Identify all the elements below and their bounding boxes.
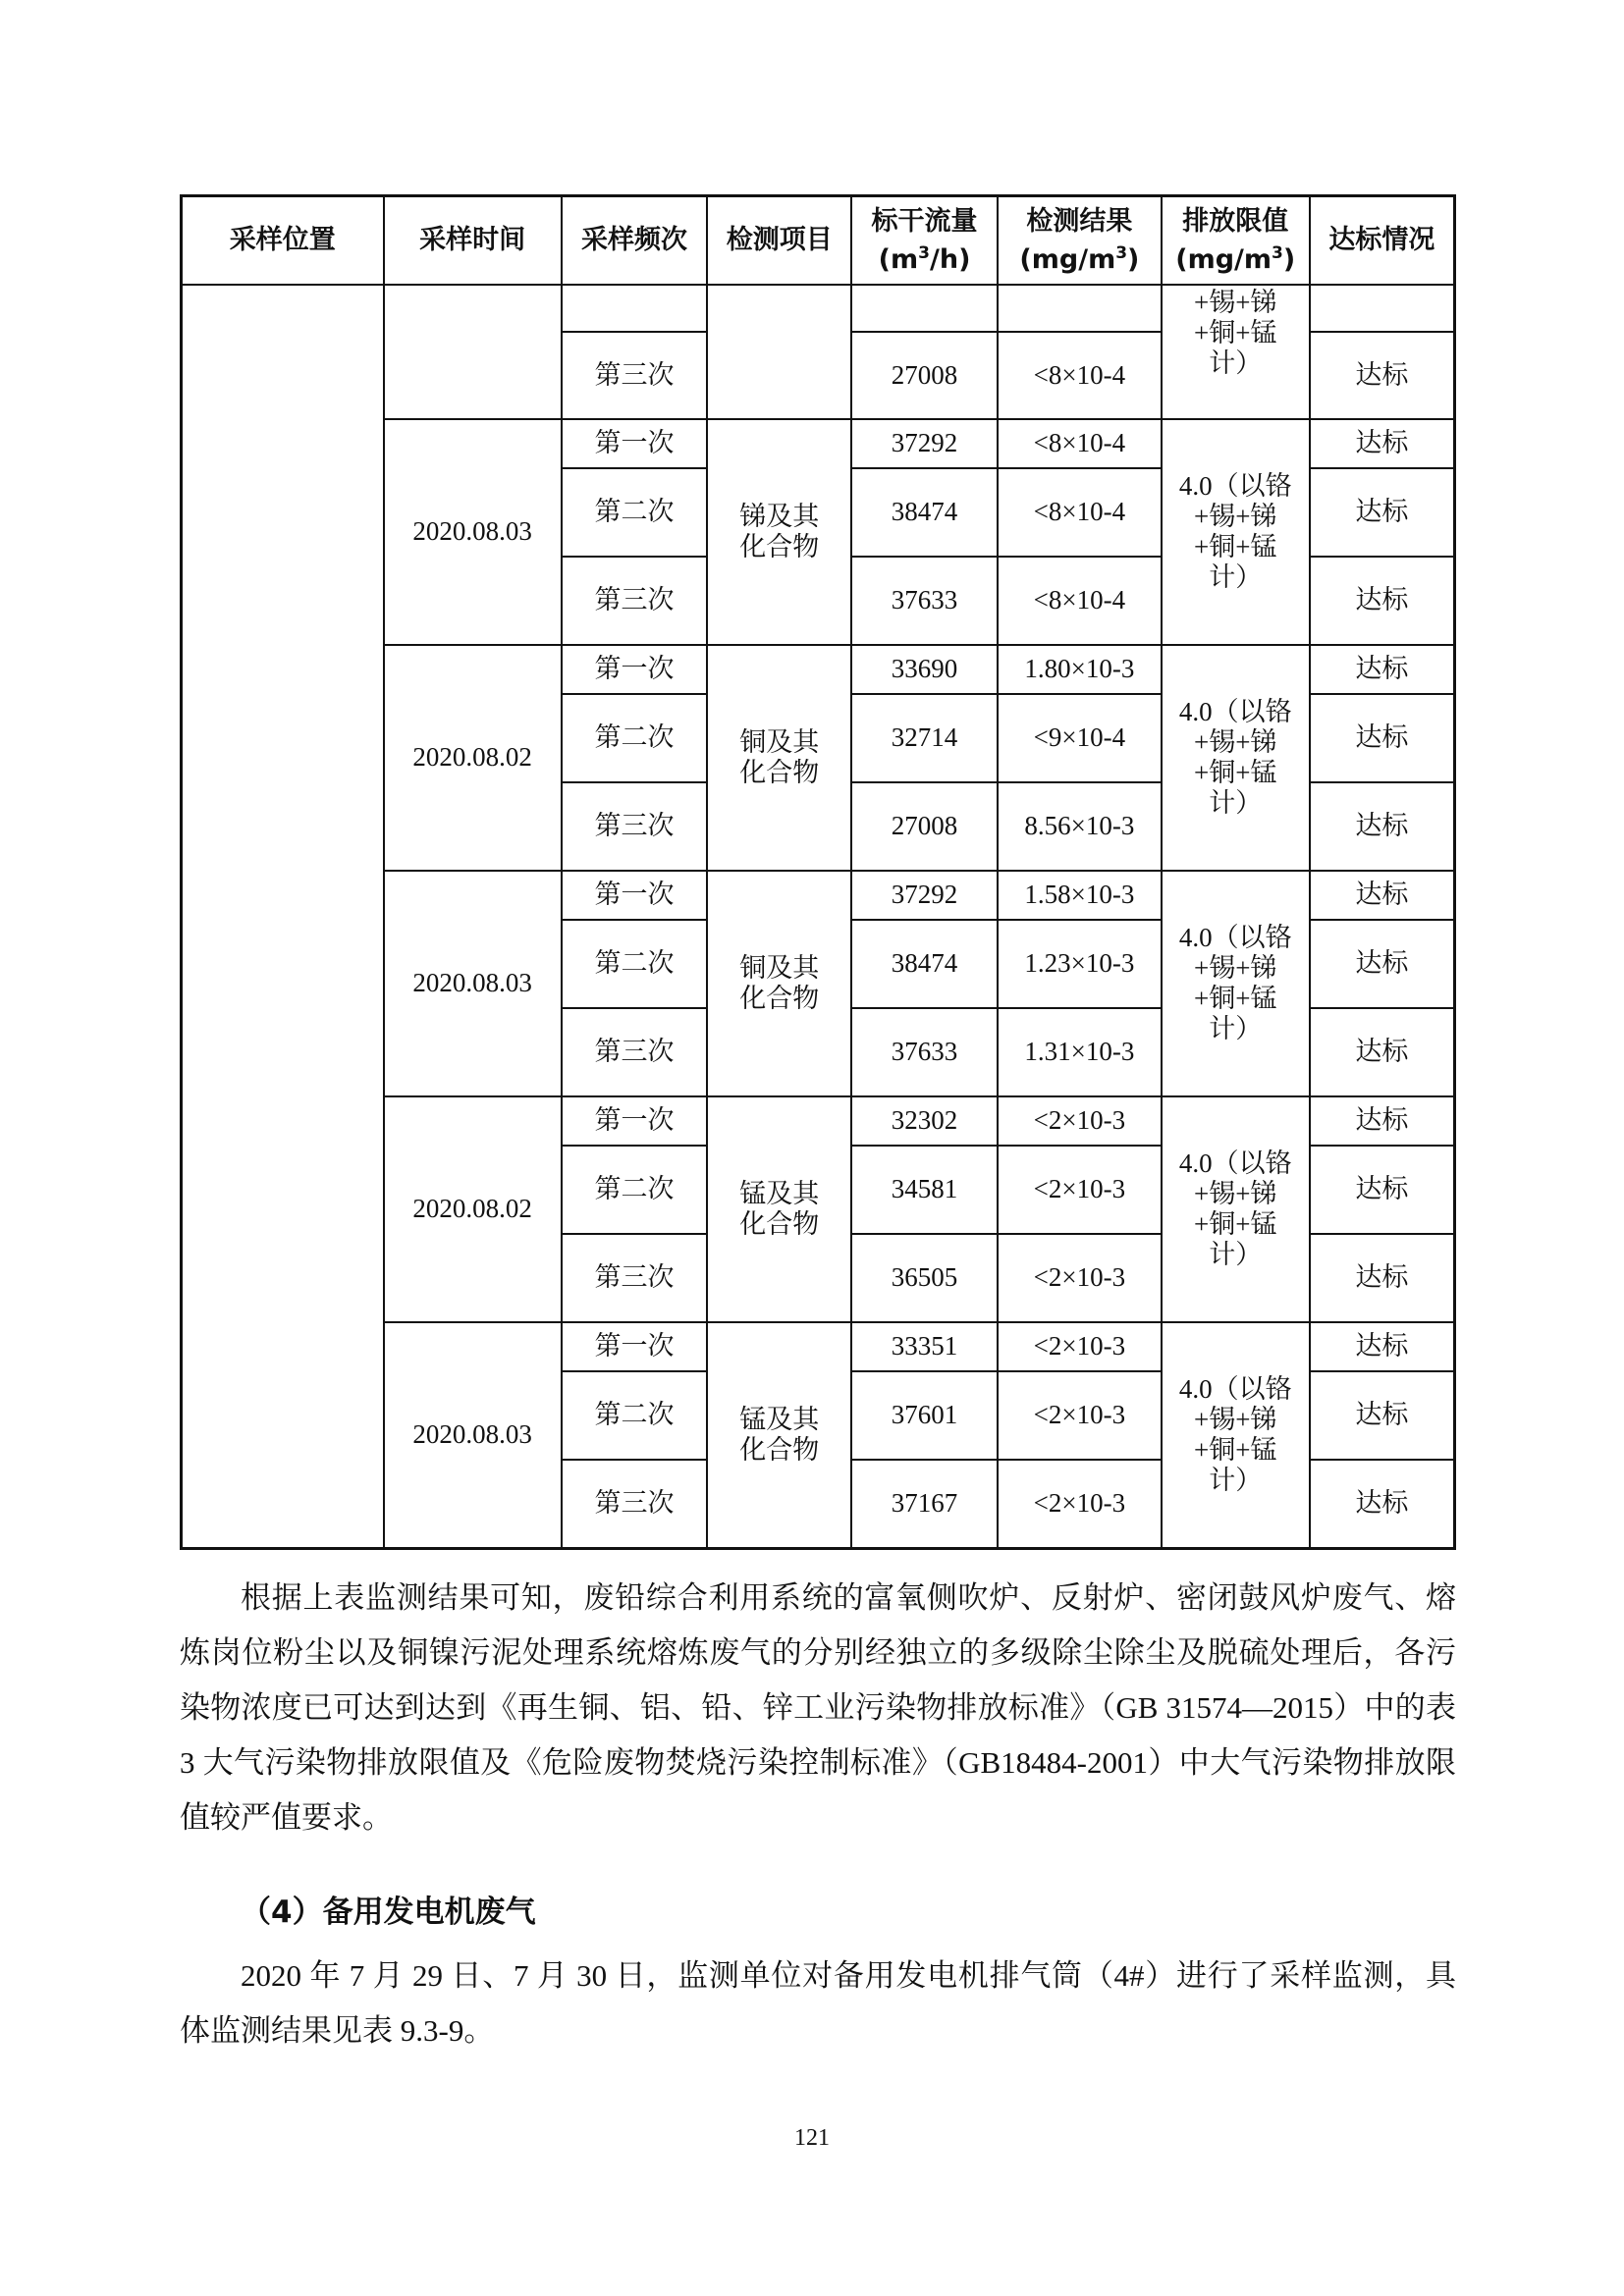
freq-cell: 第一次 [562, 871, 708, 920]
page-number: 121 [794, 2125, 830, 2151]
result-cell [998, 285, 1162, 332]
status-cell: 达标 [1310, 782, 1455, 871]
freq-cell: 第三次 [562, 782, 708, 871]
result-cell: 1.23×10-3 [998, 920, 1162, 1008]
freq-cell: 第二次 [562, 920, 708, 1008]
result-cell: <9×10-4 [998, 694, 1162, 782]
header-limit [1162, 196, 1310, 286]
status-cell: 达标 [1310, 645, 1455, 694]
header-result [998, 196, 1162, 286]
status-cell: 达标 [1310, 557, 1455, 645]
result-cell: <2×10-3 [998, 1322, 1162, 1371]
header-item: 检测项目 [707, 196, 851, 286]
status-cell [1310, 285, 1455, 332]
header-flow-unit: (m [878, 244, 919, 275]
status-cell: 达标 [1310, 920, 1455, 1008]
status-cell: 达标 [1310, 1322, 1455, 1371]
flow-cell: 38474 [851, 468, 998, 557]
result-cell: <2×10-3 [998, 1460, 1162, 1548]
location-cell [182, 285, 384, 1548]
header-limit-unit-sup: 3 [1272, 243, 1283, 263]
flow-cell: 37633 [851, 557, 998, 645]
header-flow-title: 标干流量 [871, 205, 978, 237]
date-cell: 2020.08.03 [384, 419, 562, 645]
flow-cell: 37633 [851, 1008, 998, 1096]
limit-cell: 4.0（以铬 +锡+锑 +铜+锰 计） [1162, 1322, 1310, 1548]
status-cell: 达标 [1310, 1234, 1455, 1322]
item-cell: 铜及其 化合物 [707, 645, 851, 871]
freq-cell: 第二次 [562, 468, 708, 557]
freq-cell: 第一次 [562, 645, 708, 694]
status-cell: 达标 [1310, 468, 1455, 557]
header-limit-unit: (mg/m [1175, 244, 1272, 275]
status-cell: 达标 [1310, 1146, 1455, 1234]
status-cell: 达标 [1310, 1371, 1455, 1460]
table-row [182, 285, 1455, 332]
item-cell: 锰及其 化合物 [707, 1096, 851, 1322]
header-status: 达标情况 [1310, 196, 1455, 286]
limit-cell: 4.0（以铬 +锡+锑 +铜+锰 计） [1162, 645, 1310, 871]
header-limit-unit-end: ) [1282, 244, 1296, 275]
header-result-unit-sup: 3 [1115, 243, 1128, 263]
limit-cell: +锡+锑 +铜+锰 计） [1162, 285, 1310, 419]
flow-cell: 37292 [851, 419, 998, 468]
status-cell: 达标 [1310, 1096, 1455, 1146]
result-cell: <8×10-4 [998, 468, 1162, 557]
flow-cell: 33690 [851, 645, 998, 694]
monitoring-results-table [180, 194, 1456, 1550]
result-cell: <8×10-4 [998, 557, 1162, 645]
date-cell: 2020.08.03 [384, 1322, 562, 1548]
result-cell: <2×10-3 [998, 1234, 1162, 1322]
date-cell: 2020.08.02 [384, 645, 562, 871]
status-cell: 达标 [1310, 332, 1455, 419]
limit-cell: 4.0（以铬 +锡+锑 +铜+锰 计） [1162, 871, 1310, 1096]
flow-cell: 32714 [851, 694, 998, 782]
status-cell: 达标 [1310, 694, 1455, 782]
flow-cell [851, 285, 998, 332]
freq-cell: 第二次 [562, 694, 708, 782]
header-result-unit-end: ) [1127, 244, 1140, 275]
header-flow-unit-sup: 3 [918, 243, 930, 263]
result-cell: <2×10-3 [998, 1146, 1162, 1234]
freq-cell: 第二次 [562, 1371, 708, 1460]
date-cell: 2020.08.03 [384, 871, 562, 1096]
freq-cell: 第三次 [562, 557, 708, 645]
result-cell: <8×10-4 [998, 419, 1162, 468]
flow-cell: 37167 [851, 1460, 998, 1548]
limit-cell: 4.0（以铬 +锡+锑 +铜+锰 计） [1162, 1096, 1310, 1322]
header-time: 采样时间 [384, 196, 562, 286]
freq-cell: 第一次 [562, 1096, 708, 1146]
table-header-row [182, 196, 1455, 286]
result-cell: 1.31×10-3 [998, 1008, 1162, 1096]
status-cell: 达标 [1310, 1460, 1455, 1548]
flow-cell: 37601 [851, 1371, 998, 1460]
header-frequency: 采样频次 [562, 196, 708, 286]
result-cell: 8.56×10-3 [998, 782, 1162, 871]
section-heading: （4）备用发电机废气 [241, 1895, 536, 1930]
item-cell: 锑及其 化合物 [707, 419, 851, 645]
flow-cell: 27008 [851, 782, 998, 871]
header-location: 采样位置 [182, 196, 384, 286]
header-flow-unit-end: /h) [930, 244, 971, 275]
date-cell [384, 285, 562, 419]
freq-cell: 第一次 [562, 419, 708, 468]
flow-cell: 27008 [851, 332, 998, 419]
limit-cell: 4.0（以铬 +锡+锑 +铜+锰 计） [1162, 419, 1310, 645]
header-result-title: 检测结果 [1026, 205, 1133, 237]
freq-cell: 第三次 [562, 332, 708, 419]
flow-cell: 37292 [851, 871, 998, 920]
freq-cell: 第一次 [562, 1322, 708, 1371]
item-cell: 铜及其 化合物 [707, 871, 851, 1096]
flow-cell: 38474 [851, 920, 998, 1008]
freq-cell [562, 285, 708, 332]
item-cell: 锰及其 化合物 [707, 1322, 851, 1548]
freq-cell: 第三次 [562, 1460, 708, 1548]
result-cell: 1.80×10-3 [998, 645, 1162, 694]
flow-cell: 32302 [851, 1096, 998, 1146]
item-cell [707, 285, 851, 419]
header-result-unit: (mg/m [1019, 244, 1116, 275]
conclusion-paragraph: 根据上表监测结果可知，废铅综合利用系统的富氧侧吹炉、反射炉、密闭鼓风炉废气、熔炼岗位粉尘以及铜镍污泥处理系统熔炼废气的分别经独立的多级除尘除尘及脱硫处理后，各污染物浓度已可达到达到《再生铜、铝、铅、锌工业污染物排放标准》（GB 31574—2015）中的表 3 大气污染物排放限值及《危险废物焚烧污染控制标准》（GB18484-2001）中大气污染物排放限值较严值要求。 [180, 1580, 1456, 1835]
flow-cell: 34581 [851, 1146, 998, 1234]
flow-cell: 33351 [851, 1322, 998, 1371]
freq-cell: 第二次 [562, 1146, 708, 1234]
result-cell: 1.58×10-3 [998, 871, 1162, 920]
freq-cell: 第三次 [562, 1234, 708, 1322]
result-cell: <2×10-3 [998, 1371, 1162, 1460]
flow-cell: 36505 [851, 1234, 998, 1322]
date-cell: 2020.08.02 [384, 1096, 562, 1322]
status-cell: 达标 [1310, 1008, 1455, 1096]
header-limit-title: 排放限值 [1182, 205, 1289, 237]
status-cell: 达标 [1310, 871, 1455, 920]
section-paragraph: 2020 年 7 月 29 日、7 月 30 日，监测单位对备用发电机排气筒（4#）进行了采样监测，具体监测结果见表 9.3-9。 [180, 1958, 1456, 2048]
result-cell: <8×10-4 [998, 332, 1162, 419]
result-cell: <2×10-3 [998, 1096, 1162, 1146]
freq-cell: 第三次 [562, 1008, 708, 1096]
status-cell: 达标 [1310, 419, 1455, 468]
header-flow [851, 196, 998, 286]
